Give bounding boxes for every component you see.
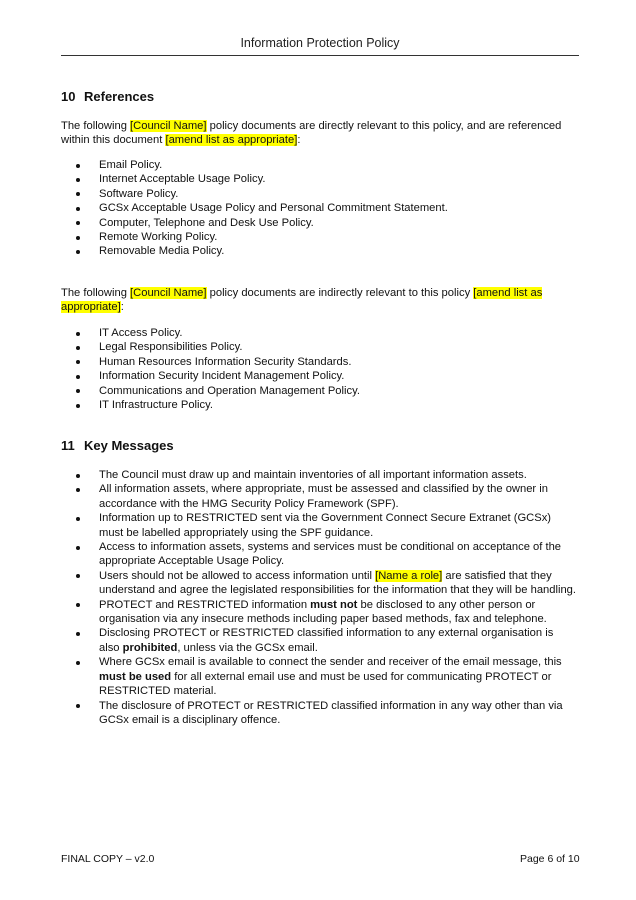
text: The following [61, 120, 131, 132]
text: Where GCSx email is available to connect the sender and receiver of the email message, this [99, 656, 562, 669]
text: PROTECT and RESTRICTED information [99, 598, 311, 611]
emphasis: prohibited [122, 641, 178, 654]
section-title: References [84, 89, 155, 104]
placeholder-council-name: [Council Name] [130, 287, 207, 299]
key-messages-list [61, 468, 576, 727]
placeholder-amend-list: [amend list as appropriate] [61, 287, 543, 313]
text: : [120, 301, 124, 313]
page-header-title: Information Protection Policy [240, 36, 400, 50]
list-item [61, 598, 576, 627]
list-item: IT Access Policy. [61, 326, 576, 340]
text: Disclosing PROTECT or RESTRICTED classified information to any external organisation is also [99, 627, 554, 654]
list-item: GCSx Acceptable Usage Policy and Personal Commitment Statement. [61, 201, 576, 215]
list-item [61, 655, 576, 698]
list-item: Communications and Operation Management Policy. [61, 384, 576, 398]
section-heading-references [61, 89, 154, 104]
emphasis: must not [310, 598, 358, 611]
list-item: Computer, Telephone and Desk Use Policy. [61, 216, 576, 230]
section-heading-key-messages [61, 438, 174, 453]
list-item: Email Policy. [61, 158, 576, 172]
references-intro-indirect [61, 286, 576, 314]
placeholder-name-a-role: [Name a role] [375, 569, 443, 582]
placeholder-amend-list: [amend list as appropriate] [165, 134, 298, 146]
section-number: 11 [61, 438, 75, 453]
section-number: 10 [61, 89, 76, 104]
list-item [61, 569, 576, 598]
section-title: Key Messages [84, 438, 174, 453]
text: policy documents are directly relevant to this policy, and are referenced within this document [61, 120, 562, 146]
list-item: The disclosure of PROTECT or RESTRICTED classified information in any way other than via GCSx email is a disciplinary offence. [61, 699, 576, 728]
list-item: Information Security Incident Management Policy. [61, 369, 576, 383]
text: : [297, 134, 301, 146]
list-item: Legal Responsibilities Policy. [61, 340, 576, 354]
list-item: Internet Acceptable Usage Policy. [61, 172, 576, 186]
list-item: Remote Working Policy. [61, 230, 576, 244]
list-item: Access to information assets, systems and services must be conditional on acceptance of the appropriate Acceptable Usage Policy. [61, 540, 576, 569]
text: Users should not be allowed to access information until [99, 569, 376, 582]
text: are satisfied that they understand and agree the legislated responsibilities for the information that they will be handling. [99, 569, 577, 597]
text: be disclosed to any other person or organisation via any insecure methods including paper based methods, fax and telephone. [99, 598, 547, 626]
placeholder-council-name: [Council Name] [130, 120, 207, 132]
list-item: Information up to RESTRICTED sent via the Government Connect Secure Extranet (GCSx) must be labelled appropriately using the SPF guidance. [61, 511, 576, 540]
references-intro-direct [61, 119, 576, 147]
list-item: All information assets, where appropriate, must be assessed and classified by the owner in accordance with the HMG Security Policy Framework (SPF). [61, 482, 576, 511]
list-item: Software Policy. [61, 187, 576, 201]
text: The following [61, 287, 131, 299]
list-item: Human Resources Information Security Standards. [61, 355, 576, 369]
indirect-references-list [61, 326, 576, 412]
emphasis: must be used [99, 670, 172, 683]
list-item: IT Infrastructure Policy. [61, 398, 576, 412]
direct-references-list [61, 158, 576, 259]
list-item [61, 626, 576, 655]
footer-page-number: Page 6 of 10 [520, 853, 580, 865]
list-item: The Council must draw up and maintain inventories of all important information assets. [61, 468, 576, 482]
list-item: Removable Media Policy. [61, 244, 576, 258]
text: for all external email use and must be used for communicating PROTECT or RESTRICTED material. [99, 670, 552, 698]
footer-version: FINAL COPY – v2.0 [61, 853, 155, 865]
text: policy documents are indirectly relevant to this policy [206, 287, 474, 299]
text: , unless via the GCSx email. [177, 641, 318, 654]
header-rule [61, 55, 579, 56]
